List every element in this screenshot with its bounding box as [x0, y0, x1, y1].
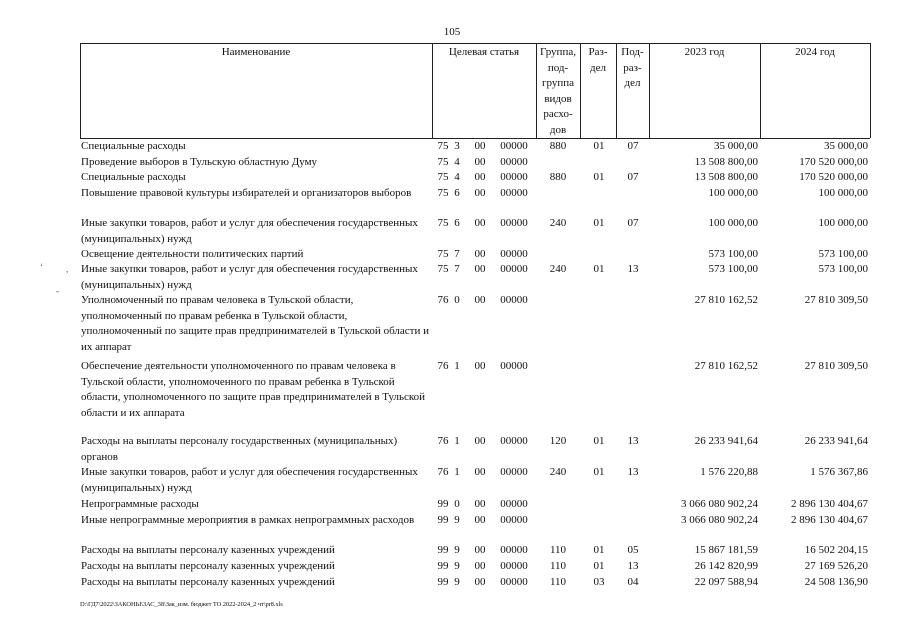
amount-2023: 3 066 080 902,24: [681, 514, 758, 526]
target-item-subprogram: 9: [454, 514, 460, 526]
target-item-program: 76: [437, 360, 449, 372]
subsection-code: 07: [627, 217, 639, 229]
expense-group: 880: [549, 171, 567, 183]
row-name: Повышение правовой культуры избирателей и организаторов выборов: [81, 187, 412, 199]
target-item-subprogram: 0: [454, 294, 460, 306]
expense-group: 110: [549, 544, 567, 556]
amount-2023: 573 100,00: [708, 263, 758, 275]
target-item-event: 00: [474, 560, 486, 572]
subsection-code: 13: [627, 263, 639, 275]
row-name: Непрограммные расходы: [81, 498, 199, 510]
target-item-direction: 00000: [500, 435, 528, 447]
header-subsection-line: Под-: [621, 46, 644, 58]
subsection-code: 13: [627, 560, 639, 572]
header-section: [580, 45, 616, 76]
target-item-event: 00: [474, 248, 486, 260]
amount-2024: 100 000,00: [818, 187, 868, 199]
row-name: Специальные расходы: [81, 171, 186, 183]
row-name: Уполномоченный по правам человека в Тульской области, уполномоченный по правам ребенка в Тульской области, уполномоченный по защите прав предпринимателей в Тульской области и их аппарат: [81, 294, 429, 353]
header-group: [536, 45, 580, 138]
target-item-subprogram: 1: [454, 360, 460, 372]
header-top-border: [80, 43, 870, 44]
header-section-line: дел: [590, 61, 606, 74]
amount-2023: 3 066 080 902,24: [681, 498, 758, 510]
target-item-event: 00: [474, 544, 486, 556]
target-item-direction: 00000: [500, 217, 528, 229]
row-name: Специальные расходы: [81, 140, 186, 152]
header-group-line: видов: [544, 92, 572, 105]
target-item-subprogram: 0: [454, 498, 460, 510]
target-item-event: 00: [474, 263, 486, 275]
target-item-direction: 00000: [500, 514, 528, 526]
target-item-direction: 00000: [500, 544, 528, 556]
amount-2023: 13 508 800,00: [694, 156, 758, 168]
amount-2024: 2 896 130 404,67: [791, 498, 868, 510]
subsection-code: 07: [627, 140, 639, 152]
header-target-item: Целевая статья: [448, 46, 520, 58]
amount-2023: 22 097 588,94: [694, 576, 758, 588]
header-year-2024: 2024 год: [795, 46, 835, 58]
section-code: 01: [593, 435, 605, 447]
amount-2024: 27 169 526,20: [804, 560, 868, 572]
header-year-2023: 2023 год: [684, 46, 725, 58]
header-group-line: дов: [549, 123, 567, 136]
expense-group: 240: [549, 263, 567, 275]
section-code: 01: [593, 466, 605, 478]
row-name: Проведение выборов в Тульскую областную Думу: [81, 156, 318, 168]
expense-group: 240: [549, 466, 567, 478]
target-item-direction: 00000: [500, 156, 528, 168]
target-item-direction: 00000: [500, 498, 528, 510]
expense-group: 110: [549, 560, 567, 572]
target-item-event: 00: [474, 498, 486, 510]
amount-2023: 27 810 162,52: [694, 360, 758, 372]
amount-2023: 1 576 220,88: [700, 466, 758, 478]
target-item-program: 99: [437, 576, 449, 588]
amount-2024: 100 000,00: [818, 217, 868, 229]
row-name: Обеспечение деятельности уполномоченного по правам человека в Тульской области, уполномоченного по правам ребенка в Тульской области, уполномоченного по защите прав предпринимателей в Тульской области и их аппарата: [81, 360, 426, 419]
amount-2024: 27 810 309,50: [804, 294, 868, 306]
target-item-event: 00: [474, 171, 486, 183]
section-code: 03: [593, 576, 605, 588]
row-name: Иные закупки товаров, работ и услуг для обеспечения государственных (муниципальных) нужд: [81, 466, 418, 494]
section-code: 01: [593, 544, 605, 556]
target-item-subprogram: 9: [454, 576, 460, 588]
amount-2023: 35 000,00: [714, 140, 758, 152]
target-item-program: 76: [437, 294, 449, 306]
target-item-direction: 00000: [500, 560, 528, 572]
subsection-code: 05: [627, 544, 639, 556]
section-code: 01: [593, 171, 605, 183]
expense-group: 880: [549, 140, 567, 152]
amount-2024: 27 810 309,50: [804, 360, 868, 372]
target-item-program: 75: [437, 263, 449, 275]
amount-2023: 100 000,00: [708, 217, 758, 229]
target-item-event: 00: [474, 576, 486, 588]
target-item-program: 76: [437, 466, 449, 478]
target-item-event: 00: [474, 435, 486, 447]
target-item-program: 99: [437, 560, 449, 572]
target-item-subprogram: 6: [454, 217, 460, 229]
target-item-direction: 00000: [500, 294, 528, 306]
target-item-event: 00: [474, 140, 486, 152]
amount-2023: 100 000,00: [708, 187, 758, 199]
row-name: Освещение деятельности политических партий: [81, 248, 304, 260]
header-group-line: под-: [547, 61, 569, 74]
target-item-program: 75: [437, 187, 449, 199]
expense-group: 110: [549, 576, 567, 588]
target-item-subprogram: 6: [454, 187, 460, 199]
header-subsection-line: раз-: [623, 61, 642, 74]
row-name: Иные непрограммные мероприятия в рамках непрограммных расходов: [81, 514, 415, 526]
section-code: 01: [593, 263, 605, 275]
target-item-subprogram: 7: [454, 263, 460, 275]
expense-group: 120: [549, 435, 567, 447]
target-item-subprogram: 9: [454, 560, 460, 572]
page-number: 105: [443, 26, 461, 38]
header-subsection-line: дел: [624, 77, 641, 89]
amount-2024: 170 520 000,00: [799, 171, 868, 183]
amount-2023: 15 867 181,59: [694, 544, 758, 556]
amount-2024: 24 508 136,90: [804, 576, 868, 588]
row-name: Расходы на выплаты персоналу государственных (муниципальных) органов: [81, 435, 398, 463]
header-group-line: расхо-: [543, 108, 573, 120]
target-item-program: 76: [437, 435, 449, 447]
expense-group: 240: [549, 217, 567, 229]
amount-2024: 16 502 204,15: [804, 544, 868, 556]
row-name: Иные закупки товаров, работ и услуг для обеспечения государственных (муниципальных) нужд: [81, 263, 418, 291]
amount-2024: 1 576 367,86: [810, 466, 868, 478]
target-item-direction: 00000: [500, 263, 528, 275]
amount-2023: 13 508 800,00: [694, 171, 758, 183]
row-name: Расходы на выплаты персоналу казенных учреждений: [81, 576, 335, 588]
target-item-program: 99: [437, 544, 449, 556]
target-item-subprogram: 3: [454, 140, 460, 152]
header-divider: [870, 43, 871, 138]
target-item-direction: 00000: [500, 187, 528, 199]
amount-2024: 26 233 941,64: [804, 435, 868, 447]
target-item-event: 00: [474, 466, 486, 478]
target-item-event: 00: [474, 217, 486, 229]
target-item-event: 00: [474, 294, 486, 306]
target-item-program: 75: [437, 171, 449, 183]
amount-2023: 27 810 162,52: [694, 294, 758, 306]
target-item-subprogram: 7: [454, 248, 460, 260]
row-name: Расходы на выплаты персоналу казенных учреждений: [81, 544, 335, 556]
row-name: Иные закупки товаров, работ и услуг для обеспечения государственных (муниципальных) нужд: [81, 217, 418, 245]
amount-2024: 170 520 000,00: [799, 156, 868, 168]
target-item-program: 75: [437, 248, 449, 260]
target-item-event: 00: [474, 156, 486, 168]
target-item-event: 00: [474, 187, 486, 199]
target-item-event: 00: [474, 360, 486, 372]
header-section-line: Раз-: [588, 46, 608, 58]
subsection-code: 13: [627, 435, 639, 447]
header-subsection: [616, 45, 649, 92]
target-item-direction: 00000: [500, 466, 528, 478]
target-item-subprogram: 9: [454, 544, 460, 556]
subsection-code: 04: [627, 576, 639, 588]
section-code: 01: [593, 140, 605, 152]
target-item-subprogram: 1: [454, 466, 460, 478]
target-item-direction: 00000: [500, 171, 528, 183]
subsection-code: 07: [627, 171, 639, 183]
section-code: 01: [593, 560, 605, 572]
target-item-event: 00: [474, 514, 486, 526]
target-item-program: 99: [437, 498, 449, 510]
target-item-subprogram: 4: [454, 171, 460, 183]
header-group-line: группа: [541, 77, 575, 89]
scan-mark: ,: [66, 264, 69, 274]
target-item-program: 99: [437, 514, 449, 526]
target-item-direction: 00000: [500, 248, 528, 260]
target-item-direction: 00000: [500, 140, 528, 152]
subsection-code: 13: [627, 466, 639, 478]
amount-2024: 35 000,00: [824, 140, 868, 152]
header-name: Наименование: [221, 46, 291, 58]
target-item-subprogram: 4: [454, 156, 460, 168]
row-name: Расходы на выплаты персоналу казенных учреждений: [81, 560, 335, 572]
scan-mark: -: [56, 286, 59, 296]
target-item-program: 75: [437, 156, 449, 168]
amount-2023: 573 100,00: [708, 248, 758, 260]
target-item-program: 75: [437, 217, 449, 229]
target-item-direction: 00000: [500, 360, 528, 372]
target-item-subprogram: 1: [454, 435, 460, 447]
amount-2024: 573 100,00: [818, 248, 868, 260]
amount-2024: 2 896 130 404,67: [791, 514, 868, 526]
amount-2024: 573 100,00: [818, 263, 868, 275]
scan-mark: ‘: [40, 262, 43, 272]
amount-2023: 26 142 820,99: [694, 560, 758, 572]
amount-2023: 26 233 941,64: [694, 435, 758, 447]
target-item-direction: 00000: [500, 576, 528, 588]
footer-file-path: D:\ГД7\2022\ЗАКОНЫ\ЗАС_38\Зак_изм. бюджет ТО 2022-2024_2 чт\pr8.xls: [80, 601, 283, 608]
section-code: 01: [593, 217, 605, 229]
header-group-line: Группа,: [540, 46, 576, 58]
target-item-program: 75: [437, 140, 449, 152]
